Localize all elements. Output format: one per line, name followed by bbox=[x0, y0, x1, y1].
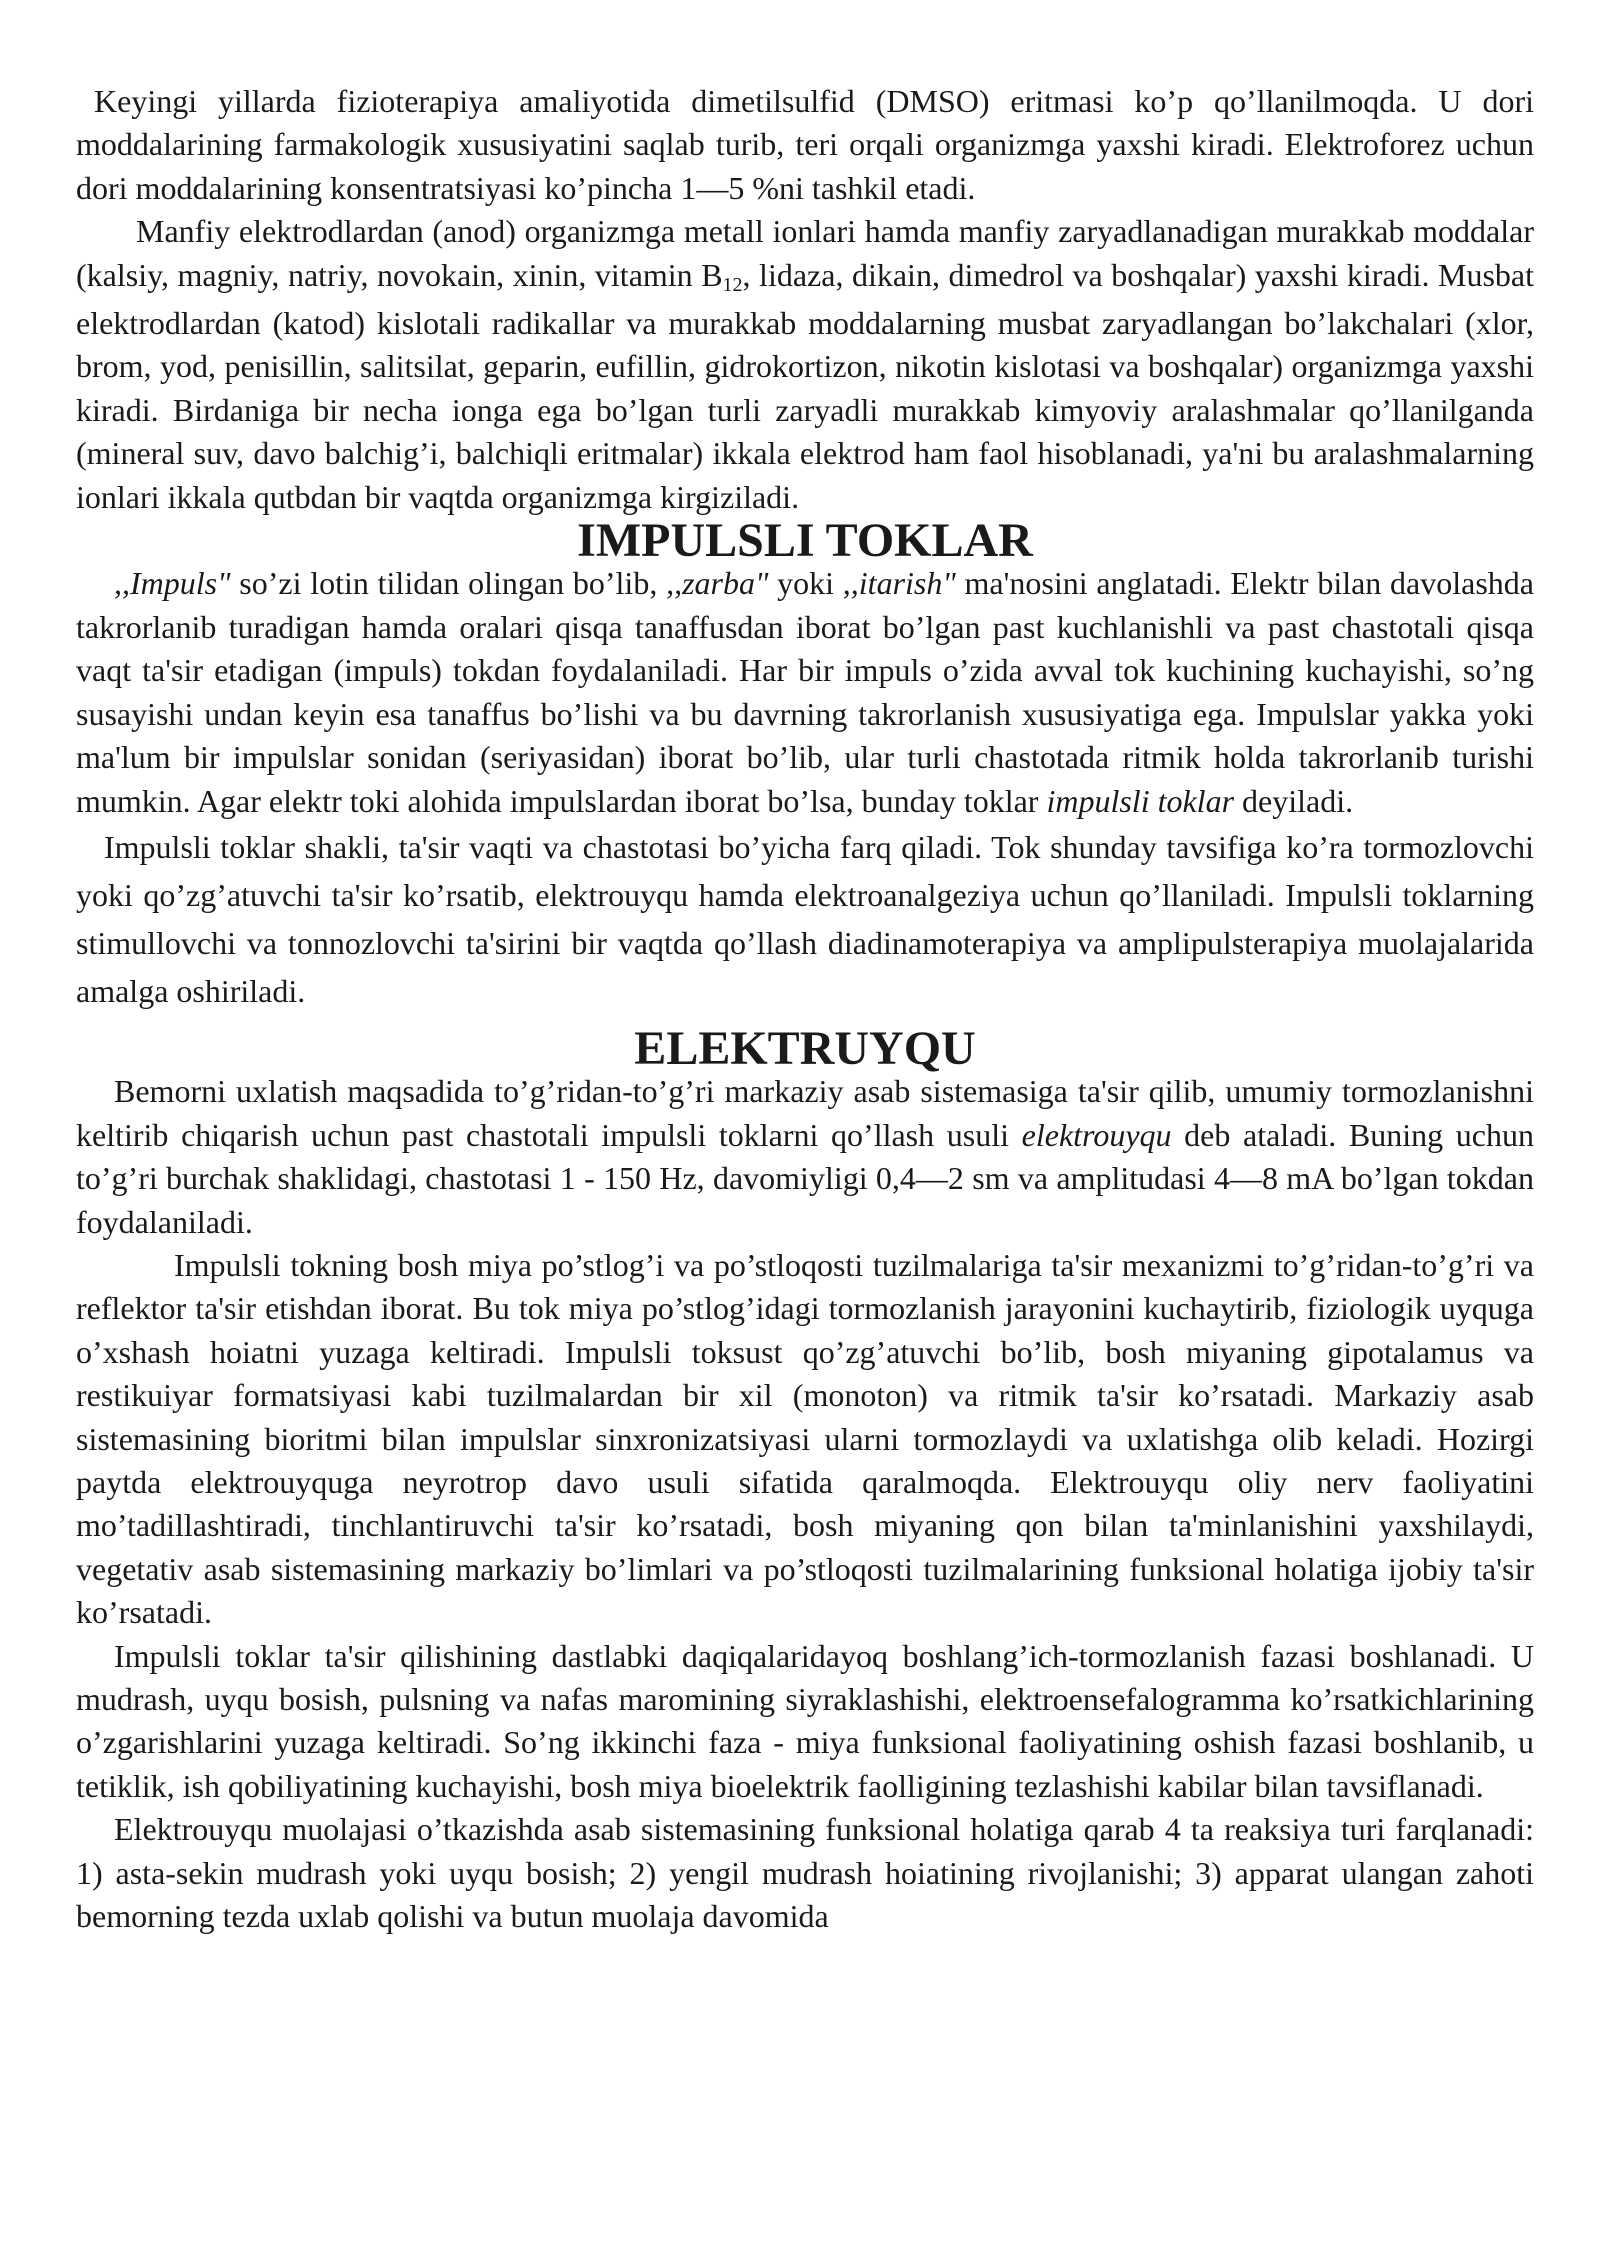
paragraph-phases: Impulsli toklar ta'sir qilishining dastlabki daqiqalaridayoq boshlang’ich-tormozlanish fazasi boshlanadi. U mudrash, uyqu bosish, pulsning va nafas maromining siyraklashishi, elektroensefalogramma ko’rsatkichlarining o’zgarishlarini yuzaga keltiradi. So’ng ikkinchi faza - miya funksional faoliyatining oshish fazasi boshlanib, u tetiklik, ish qobiliyatining kuchayishi, bosh miya bioelektrik faolligining tezlashishi kabilar bilan tavsiflanadi. bbox=[76, 1637, 1534, 1804]
text-segment: Bemorni uxlatish maqsadida to’g’ridan-to’g’ri markaziy asab sistemasiga ta'sir qilib, umumiy tormozlanishni keltirib chiqarish uchun past chastotali impulsli toklarni qo’llash usuli bbox=[76, 1073, 1534, 1153]
paragraph-mechanism: Impulsli tokning bosh miya po’stlog’i va po’stloqosti tuzilmalariga ta'sir mexanizmi to’g’ridan-to’g’ri va reflektor ta'sir etishdan iborat. Bu tok miya po’stlog’idagi tormozlanish jarayonini kuchaytirib, fiziologik uyquga o’xshash hoiatni yuzaga keltiradi. Impulsli toksust qo’zg’atuvchi bo’lib, bosh miyaning gipotalamus va restikuiyar formatsiyasi kabi tuzilmalardan bir xil (monoton) va ritmik ta'sir ko’rsatadi. Markaziy asab sistemasining bioritmi bilan impulslar sinxronizatsiyasi ularni tormozlaydi va uxlatishga olib keladi. Hozirgi paytda elektrouyquga neyrotrop davo usuli sifatida qaralmoqda. Elektrouyqu oliy nerv faoliyatini mo’tadillashtiradi, tinchlantiruvchi ta'sir ko’rsatadi, bosh miyaning qon bilan ta'minlanishini yaxshilaydi, vegetativ asab sistemasining markaziy bo’limlari va po’stloqosti tuzilmalarining funksional holatiga ijobiy ta'sir ko’rsatadi. bbox=[76, 1246, 1534, 1631]
paragraph-reactions: Elektrouyqu muolajasi o’tkazishda asab sistemasining funksional holatiga qarab 4 ta reaksiya turi farqlanadi: 1) asta-sekin mudrash yoki uyqu bosish; 2) yengil mudrash hoiatining rivojlanishi; 3) apparat ulangan zahoti bemorning tezda uxlab qolishi va butun muolaja davomida bbox=[76, 1811, 1534, 1935]
document-page bbox=[76, 80, 1534, 1938]
paragraph-dmso: Keyingi yillarda fizioterapiya amaliyotida dimetilsulfid (DMSO) eritmasi ko’p qo’llanilmoqda. U dori moddalarining farmakologik xususiyatini saqlab turib, teri orqali organizmga yaxshi kiradi. Elektroforez uchun dori moddalarining konsentratsiyasi ko’pincha 1—5 %ni tashkil etadi. bbox=[76, 83, 1534, 206]
term-elektrouyqu: elektrouyqu bbox=[1021, 1116, 1172, 1153]
text-segment: yoki bbox=[768, 565, 843, 602]
heading-elektruyqu: ELEKTRUYQU bbox=[634, 1021, 976, 1075]
text-segment: so’zi lotin tilidan olingan bo’lib, bbox=[230, 565, 667, 602]
text-segment: ma'nosini anglatadi. Elektr bilan davolashda takrorlanib turadigan hamda oralari qisqa tanaffusdan iborat bo’lgan past kuchlanishli va past chastotali qisqa vaqt ta'sir etadigan (impuls) tokdan foydalaniladi. Har bir impuls o’zida avval tok kuchining kuchayishi, so’ng susayishi undan keyin esa tanaffus bo’lishi va bu davrning takrorlanish xususiyatiga ega. Impulslar yakka yoki ma'lum bir impulslar sonidan (seriyasidan) iborat bo’lib, ular turli chastotada ritmik holda takrorlanib turishi mumkin. Agar elektr toki alohida impulslardan iborat bo’lsa, bunday toklar bbox=[76, 565, 1535, 819]
paragraph-electrodes-part2: , lidaza, dikain, dimedrol va boshqalar) yaxshi kiradi. Musbat elektrodlardan (katod) kislotali radikallar va murakkab moddalarning musbat zaryadlangan bo’lakchalari (xlor, brom, yod, penisillin, salitsilat, geparin, eufillin, gidrokortizon, nikotin kislotasi va boshqalar) organizmga yaxshi kiradi. Birdaniga bir necha ionga ega bo’lgan turli zaryadli murakkab kimyoviy aralashmalar qo’llanilganda (mineral suv, davo balchig’i, balchiqli eritmalar) ikkala elektrod ham faol hisoblanadi, ya'ni bu aralashmalarning ionlari ikkala qutbdan bir vaqtda organizmga kirgiziladi. bbox=[76, 256, 1535, 515]
term-impuls: ,,Impuls" bbox=[114, 565, 231, 602]
heading-impulsli-toklar: IMPULSLI TOKLAR bbox=[577, 514, 1033, 568]
paragraph-elektrouyqu-definition bbox=[76, 1070, 1534, 1244]
paragraph-electrodes bbox=[76, 210, 1534, 519]
subscript-12: 12 bbox=[722, 273, 743, 296]
term-zarba: ,,zarba" bbox=[666, 565, 769, 602]
paragraph-electrodes-part1: Manfiy elektrodlardan (anod) organizmga metall ionlari hamda manfiy zaryadlanadigan murakkab moddalar (kalsiy, magniy, natriy, novokain, xinin, vitamin B bbox=[76, 213, 1534, 293]
term-itarish: ,,itarish" bbox=[842, 565, 956, 602]
text-segment: deb ataladi. Buning uchun to’g’ri burchak shaklidagi, chastotasi 1 - 150 Hz, davomiyligi 0,4—2 sm va amplitudasi 4—8 mA bo’lgan tokdan foydalaniladi. bbox=[76, 1116, 1535, 1240]
paragraph-impuls-definition bbox=[76, 562, 1534, 822]
paragraph-impuls-types: Impulsli toklar shakli, ta'sir vaqti va chastotasi bo’yicha farq qiladi. Tok shunday tavsifiga ko’ra tormozlovchi yoki qo’zg’atuvchi ta'sir ko’rsatib, elektrouyqu hamda elektroanalgeziya uchun qo’llaniladi. Impulsli toklarning stimullovchi va tonnozlovchi ta'sirini bir vaqtda qo’llash diadinamoterapiya va amplipulsterapiya muolajalarida amalga oshiriladi. bbox=[76, 828, 1534, 1009]
term-impulsli-toklar: impulsli toklar bbox=[1046, 782, 1235, 819]
text-segment: deyiladi. bbox=[1234, 782, 1354, 819]
